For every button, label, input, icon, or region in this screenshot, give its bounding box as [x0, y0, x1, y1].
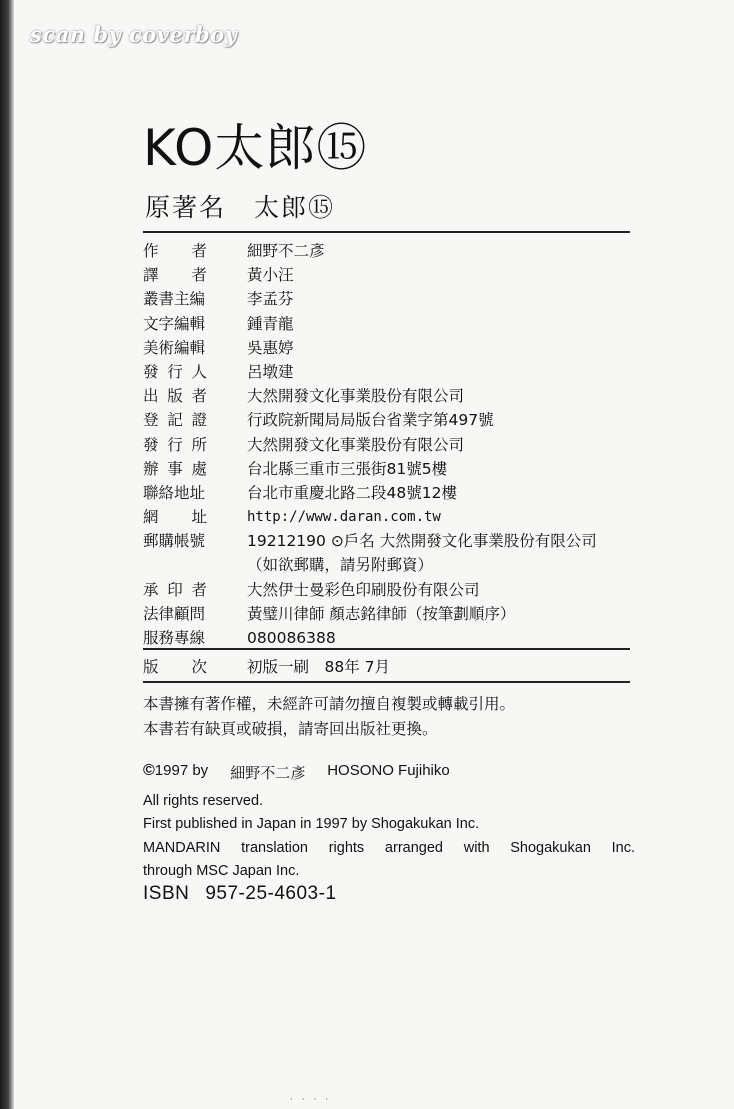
credit-label: 譯 者 [143, 266, 207, 285]
credit-row-legal-counsel [143, 602, 643, 626]
credit-label: 叢書主編 [143, 290, 206, 309]
credit-row-text-editor [143, 312, 643, 336]
credit-label: 發行所 [143, 435, 207, 454]
credit-row-registration [143, 408, 643, 432]
credit-value: 李孟芬 [247, 290, 294, 309]
edition-row [143, 655, 390, 677]
scan-credit-watermark: scan by coverboy [30, 22, 238, 47]
copyright-author-en: HOSONO Fujihiko [327, 762, 450, 779]
credit-label [143, 553, 247, 577]
copyright-symbol: © [143, 762, 155, 779]
credit-value: 鍾青龍 [247, 314, 294, 333]
isbn-label: ISBN [143, 883, 190, 904]
credit-row-mail-order-account [143, 529, 643, 553]
credit-value: 呂墩建 [247, 362, 294, 381]
credit-value: 大然開發文化事業股份有限公司 [247, 435, 465, 454]
credit-value: 吳惠婷 [247, 338, 294, 357]
english-line: First published in Japan in 1997 by Shogakukan Inc. [143, 816, 480, 833]
credit-label: 出版者 [143, 387, 207, 406]
credit-row-website [143, 505, 643, 529]
credit-value: 大然開發文化事業股份有限公司 [247, 387, 465, 406]
credit-row-publisher-person [143, 360, 643, 384]
book-title: KO太郎⑮ [143, 119, 368, 177]
credit-value: （如欲郵購，請另附郵資） [247, 556, 434, 575]
credit-value: 080086388 [247, 629, 336, 647]
scan-page-edge [0, 0, 14, 1109]
middle-divider [143, 648, 630, 650]
credit-value: 19212190 ⊙戶名 大然開發文化事業股份有限公司 [247, 532, 597, 551]
original-title-value: 太郎⑮ [254, 193, 336, 222]
credit-value: 黃小汪 [247, 266, 294, 285]
credit-label: 美術編輯 [143, 338, 206, 357]
credit-label: 網 址 [143, 508, 207, 527]
copyright-author-zh: 細野不二彥 [230, 765, 306, 782]
credit-label: 登記證 [143, 411, 207, 430]
credit-value: 台北市重慶北路二段48號12樓 [247, 483, 457, 502]
credit-row-office [143, 457, 643, 481]
credit-row-art-editor [143, 336, 643, 360]
english-line: MANDARIN translation rights arranged with Shogakukan Inc. [143, 839, 635, 856]
credit-row-series-editor [143, 287, 643, 311]
credit-value: 行政院新聞局局版台省業字第497號 [247, 411, 494, 430]
copyright-year: 1997 by [154, 762, 209, 779]
edition-value: 初版一刷 88年 7月 [247, 658, 391, 676]
credit-row-translator [143, 263, 643, 287]
credit-label: 服務專線 [143, 629, 206, 647]
credit-value: 大然伊士曼彩色印刷股份有限公司 [247, 580, 480, 599]
top-divider [143, 231, 630, 233]
credit-row-publisher [143, 384, 643, 408]
credit-label: 發行人 [143, 362, 207, 381]
page-bottom-marks: ‧ ‧ ‧ ‧ [290, 1095, 332, 1105]
credit-value: 台北縣三重市三張街81號5樓 [247, 459, 448, 478]
english-line: through MSC Japan Inc. [143, 862, 300, 879]
credit-row-distributor [143, 433, 643, 457]
website-url: http://www.daran.com.tw [247, 509, 441, 526]
rights-line: 本書擁有著作權，未經許可請勿擅自複製或轉載引用。 [143, 695, 516, 713]
english-line: All rights reserved. [143, 793, 264, 809]
credit-label: 法律顧問 [143, 604, 206, 623]
credit-value: 黃璧川律師 顏志銘律師（按筆劃順序） [247, 604, 516, 623]
credit-row-author [143, 239, 643, 263]
original-title-label: 原著名 [145, 193, 227, 222]
edition-label: 版 次 [143, 658, 207, 676]
credit-row-service-line [143, 626, 643, 650]
credits-list [143, 239, 643, 650]
isbn [143, 883, 337, 905]
rights-notice-zh [143, 692, 515, 742]
credit-label: 承印者 [143, 580, 207, 599]
credit-row-printer [143, 578, 643, 602]
credit-label: 作 者 [143, 242, 207, 260]
credit-label: 文字編輯 [143, 314, 206, 333]
rights-line: 本書若有缺頁或破損，請寄回出版社更換。 [143, 720, 438, 738]
lower-divider [143, 681, 630, 683]
copyright-line [143, 762, 450, 783]
credit-label: 聯絡地址 [143, 483, 206, 502]
credit-row-contact-address [143, 481, 643, 505]
english-rights-block [143, 790, 635, 883]
original-title [145, 191, 335, 225]
credit-row-mail-order-note [143, 553, 643, 577]
credit-label: 郵購帳號 [143, 532, 206, 551]
isbn-number: 957-25-4603-1 [205, 883, 337, 904]
credit-value: 細野不二彥 [247, 242, 325, 260]
credit-label: 辦事處 [143, 459, 207, 478]
